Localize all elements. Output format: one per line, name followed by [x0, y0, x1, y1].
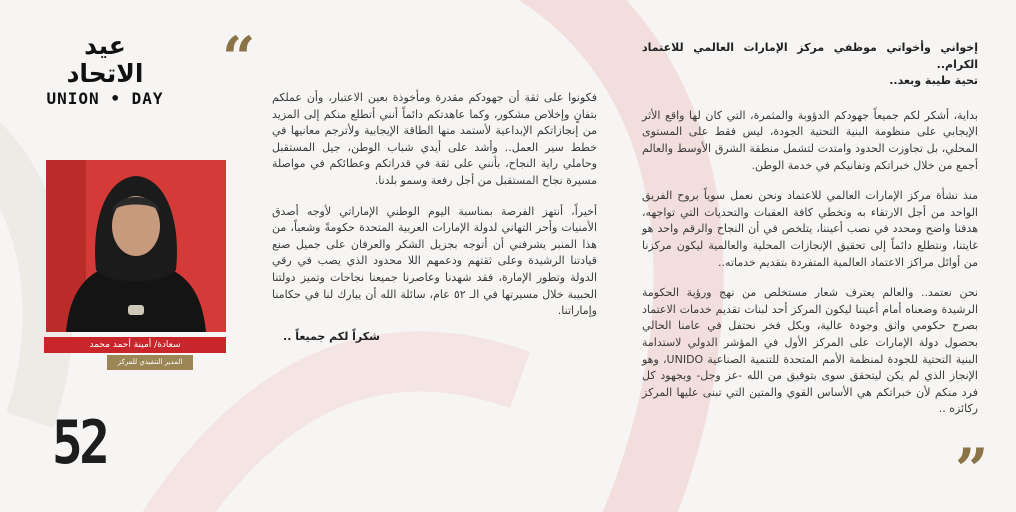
letter-left-column [272, 90, 597, 334]
union-day-logo [44, 32, 166, 110]
logo-english: UNION • DAY [46, 89, 164, 108]
open-quote-icon: “ [222, 24, 256, 92]
paragraph: بداية، أشكر لكم جميعاً جهودكم الدؤوبة والمثمرة، التي كان لها واقع الأثر الإيجابي على منظومة البنية التحتية الجودة، ليس فقط على المستوى المحلي، بل تجاوزت الحدود وامتدت لتشمل منطقة الشرق الأوسط والعالم أجمع من خلال خبراتكم وتفانيكم في خدمة الوطن. [642, 108, 978, 172]
profile-title: المدير التنفيذي للمركز [107, 355, 193, 370]
logo-arabic: عيد الاتحاد [66, 31, 144, 88]
profile-name: سعادة/ أمينة أحمد محمد [44, 337, 226, 353]
page-number: 52 [52, 408, 107, 478]
portrait-photo [46, 160, 226, 332]
greeting-line-2: تحية طيبة وبعد.. [889, 74, 978, 88]
greeting-line-1: إخواني وأخواتي موظفي مركز الإمارات العالمي للاعتماد الكرام.. [642, 41, 978, 71]
close-quote-icon: ” [955, 436, 989, 504]
closing-thanks: شكراً لكم جميعاً .. [283, 330, 380, 343]
paragraph: فكونوا على ثقة أن جهودكم مقدرة ومأخوذة بعين الاعتبار، وأن عملكم بتفانٍ وإخلاص مشكور، وكما عاهدتكم دائماً أنني أتطلع منكم إلى المزيد من إنجازاتكم الإبداعية لأستمد منها الطاقة الإيجابية ولأترجم معانيها في خطط سير العمل.. وأشد على أيدي شباب الوطن، جيل المستقبل وحاملي راية النجاح، بأنني على ثقة في قدراتكم وعطائكم في مواصلة مسيرة نجاح المستقبل من أجل رفعة وسمو بلدنا. [272, 91, 597, 187]
greeting [642, 40, 978, 90]
paragraph: أخيراً، أنتهز الفرصة بمناسبة اليوم الوطني الإماراتي لأوجه أصدق الأمنيات وأحر التهاني لدولة الإمارات العربية المتحدة حكومةً وشعباً، من هذا المنبر يشرفني أن أتوجه بجزيل الشكر والعرفان على جميل صنع قيادتنا الرشيدة وعلى ثقتهم ودعمهم اللا محدود الذي يصب في رقي الدولة وتطور الإمارة، فقد شهدنا وعاصرنا جميعنا نجاحات وتميز دولتنا الحبيبة خلال مسيرتها في الـ ٥٢ عام، سائلة الله أن يبارك لنا في حكامنا وإماراتنا. [272, 204, 597, 318]
paragraph: منذ نشأة مركز الإمارات العالمي للاعتماد ونحن نعمل سوياً بروح الفريق الواحد من أجل الارتقاء به وتخطي كافة العقبات والتحديات التي تواجهه، هدفنا واضح ومحدد في نصب أعيننا، يتلخص في أن النجاح والرقم واحد هو غايتنا، ونتطلع دائماً إلى تحقيق الإنجازات المحلية والعالمية ليكون مركزنا من أوائل مراكز الاعتماد العالمية المتفردة بتقديم خدماته.. [642, 189, 978, 269]
paragraph: نحن نعتمد.. والعالم يعترف شعار مستخلص من نهج ورؤية الحكومة الرشيدة وضعناه أمام أعيننا ليكون المركز أحد لبنات تقديم خدمات الاعتماد بصرح حكومي واثق وجودة عالية، وبكل فخر نحتفل في عامنا الحالي بحصول دولة الإمارات على المركز الأول في المؤشر الدولي لاستدامة البنية التحتية للجودة لمنظمة الأمم المتحدة للتنمية الصناعية UNIDO، وهو الإنجاز الذي لم يكن ليتحقق سوى بتوفيق من الله -عز وجل- وبجهود كل فرد منكم لأن خبراتكم هي الأساس القوي والمتين التي تبنى عليها المركز ركائزه .. [642, 286, 978, 416]
letter-right-column [642, 40, 978, 432]
